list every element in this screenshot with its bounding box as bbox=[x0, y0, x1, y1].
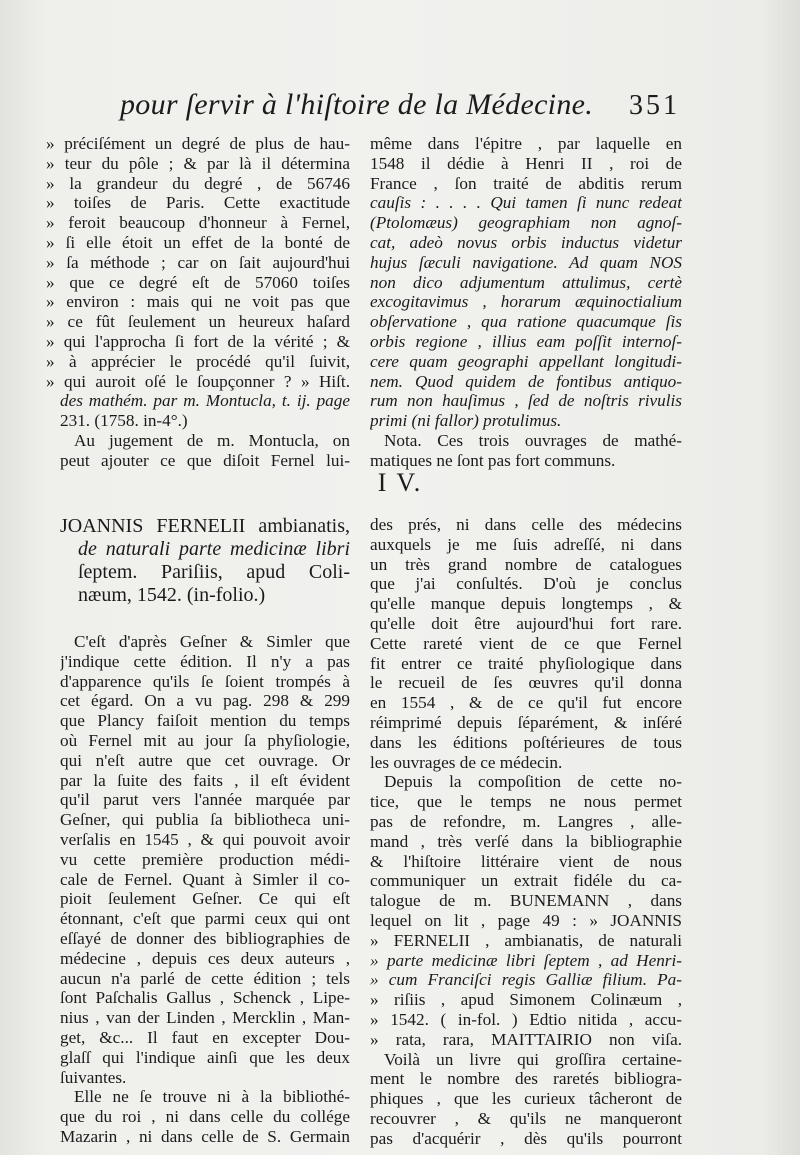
top-right-column bbox=[370, 134, 682, 471]
text-line: rum non hauſimus , ſed de noſtris rivulis bbox=[370, 391, 682, 411]
text-line: » teur du pôle ; & par là il détermina bbox=[46, 153, 350, 173]
text-line: que du roi , ni dans celle du collége bbox=[60, 1107, 350, 1127]
text-line: Cette rareté vient de ce que Fernel bbox=[370, 633, 682, 653]
text-line: » ce fût ſeulement un heureux haſard bbox=[46, 312, 350, 332]
text-line: auxquels je me ſuis adreſſé, ni dans bbox=[370, 534, 682, 554]
top-left-column bbox=[46, 134, 350, 471]
text-line: verſalis en 1545 , & qui pouvoit avoir bbox=[60, 829, 350, 849]
page-header bbox=[120, 88, 680, 128]
text-line: » parte medicinæ libri ſeptem , ad Henri- bbox=[370, 950, 682, 970]
note-line: matiques ne ſont pas fort communs. bbox=[370, 450, 616, 470]
text-line: Voilà un livre qui groſſira certaine- bbox=[384, 1049, 682, 1069]
text-line: primi (ni fallor) protulimus. bbox=[370, 411, 562, 431]
text-line: » environ : mais qui ne voit pas que bbox=[46, 292, 350, 312]
text-line: lequel on lit , page 49 : » JOANNIS bbox=[370, 910, 682, 930]
entry-title-line: ſeptem. Pariſiis, apud Coli- bbox=[78, 561, 350, 583]
text-line: » cum Franciſci regis Galliæ filium. Pa- bbox=[370, 970, 682, 990]
text-line: peut ajouter ce que diſoit Fernel lui- bbox=[60, 450, 350, 470]
text-line: où Fernel mit au jour ſa phyſiologie, bbox=[60, 730, 350, 750]
text-line: Geſner, qui publia ſa bibliotheca uni- bbox=[60, 810, 350, 830]
text-line: vu cette première production médi- bbox=[60, 849, 350, 869]
text-line: & l'hiſtoire littéraire vient de nous bbox=[370, 851, 682, 871]
text-line: qu'elle doit être aujourd'hui fort rare. bbox=[370, 613, 682, 633]
text-line: cet égard. On a vu pag. 298 & 299 bbox=[60, 691, 350, 711]
running-title: pour ſervir à l'hiſtoire de la Médecine. bbox=[120, 88, 594, 121]
text-line: recouvrer , & qu'ils ne manqueront bbox=[370, 1108, 682, 1128]
text-line: que Plancy faiſoit mention du temps bbox=[60, 711, 350, 731]
text-line: talogue de m. BUNEMANN , dans bbox=[370, 891, 682, 911]
text-line: excogitavimus , horarum æquinoctialium bbox=[370, 292, 682, 312]
text-line: glaſſ qui l'indique ainſi que les deux bbox=[60, 1047, 350, 1067]
text-line: » riſiis , apud Simonem Colinæum , bbox=[370, 990, 682, 1010]
text-line: dans les éditions poſtérieures de tous bbox=[370, 732, 682, 752]
text-line: le recueil de ſes œuvres qu'il donna bbox=[370, 673, 682, 693]
text-line: qu'elle manque depuis longtemps , & bbox=[370, 594, 682, 614]
text-line: ſont Paſchalis Gallus , Schenck , Lipe- bbox=[60, 988, 350, 1008]
text-line: » à apprécier le procédé qu'il ſuivit, bbox=[46, 351, 350, 371]
text-line: les ouvrages de ce médecin. bbox=[370, 752, 563, 772]
text-line: (Ptolomæus) geographiam non agnoſ- bbox=[370, 213, 682, 233]
text-line: » toiſes de Paris. Cette exactitude bbox=[46, 193, 350, 213]
text-line: hujus ſæculi navigatione. Ad quam NOS bbox=[370, 252, 682, 272]
text-line: Elle ne ſe trouve ni à la bibliothé- bbox=[74, 1087, 350, 1107]
text-line: un très grand nombre de catalogues bbox=[370, 554, 682, 574]
text-line: » feroit beaucoup d'honneur à Fernel, bbox=[46, 213, 350, 233]
text-line: mand , très verſé dans la bibliographie bbox=[370, 831, 682, 851]
text-line: cauſis : . . . . Qui tamen ſi nunc redeat bbox=[370, 193, 682, 213]
entry-title-line: næum, 1542. (in-folio.) bbox=[78, 584, 266, 606]
text-line: » la grandeur du degré , de 56746 bbox=[46, 173, 350, 193]
text-line: » ſa méthode ; car on ſait aujourd'hui bbox=[46, 252, 350, 272]
text-line: ment le nombre des raretés bibliogra- bbox=[370, 1069, 682, 1089]
page-number: 351 bbox=[629, 90, 680, 121]
text-line: des mathém. par m. Montucla, t. ij. page bbox=[60, 391, 350, 411]
text-line: communiquer un extrait fidéle du ca- bbox=[370, 871, 682, 891]
text-line: d'apparence qu'ils ſe ſoient trompés à bbox=[60, 671, 350, 691]
text-line: pas d'acquérir , dès qu'ils pourront bbox=[370, 1128, 682, 1148]
text-line: aucun n'a parlé de cette édition ; tels bbox=[60, 968, 350, 988]
section-heading: I V. bbox=[377, 468, 423, 497]
text-line: cale de Fernel. Quant à Simler il co- bbox=[60, 869, 350, 889]
bottom-left-column bbox=[60, 632, 350, 1147]
text-line: 1548 il dédie à Henri II , roi de bbox=[370, 153, 682, 173]
text-line: phiques , que les curieux tâcheront de bbox=[370, 1089, 682, 1109]
text-line: nem. Quod quidem de fontibus antiquo- bbox=[370, 371, 682, 391]
text-line: tice, que le temps ne nous permet bbox=[370, 792, 682, 812]
text-line: pioit ſeulement Geſner. Ce qui eſt bbox=[60, 889, 350, 909]
text-line: par la ſuite des faits , il eſt évident bbox=[60, 770, 350, 790]
entry-title bbox=[60, 515, 350, 607]
entry-title-line: de naturali parte medicinæ libri bbox=[78, 538, 350, 560]
text-line: 231. (1758. in-4°.) bbox=[60, 411, 188, 431]
text-line: médecine , depuis ces deux auteurs , bbox=[60, 948, 350, 968]
text-line: nius , van der Linden , Mercklin , Man- bbox=[60, 1008, 350, 1028]
text-line: » rata, rara, MAITTAIRIO non viſa. bbox=[370, 1029, 682, 1049]
text-line: » FERNELII , ambianatis, de naturali bbox=[370, 930, 682, 950]
text-line: j'indique cette édition. Il n'y a pas bbox=[60, 651, 350, 671]
text-line: même dans l'épitre , par laquelle en bbox=[370, 134, 682, 153]
text-line: » préciſément un degré de plus de hau- bbox=[46, 134, 350, 153]
text-line: réimprimé depuis ſéparément, & inſéré bbox=[370, 712, 682, 732]
text-line: » ſi elle étoit un effet de la bonté de bbox=[46, 232, 350, 252]
note-line: Nota. Ces trois ouvrages de mathé- bbox=[384, 430, 682, 450]
text-line: orbis regione , illius eam poſſit internoſ- bbox=[370, 331, 682, 351]
text-line: Mazarin , ni dans celle de S. Germain bbox=[60, 1126, 350, 1146]
text-line: en 1554 , & de ce qu'il fut encore bbox=[370, 693, 682, 713]
text-line: » qui auroit oſé le ſoupçonner ? » Hiſt. bbox=[46, 371, 350, 391]
text-line: pas de refondre, m. Langres , alle- bbox=[370, 811, 682, 831]
text-line: ſuivantes. bbox=[60, 1067, 127, 1087]
text-line: » qui l'approcha ſi fort de la vérité ; & bbox=[46, 331, 350, 351]
text-line: obſervatione , qua ratione quacumque ſis bbox=[370, 312, 682, 332]
text-line: qui n'eſt autre que cet ouvrage. Or bbox=[60, 750, 350, 770]
text-line: get, &c... Il faut en excepter Dou- bbox=[60, 1027, 350, 1047]
text-line: eſſayé de donner des bibliographies de bbox=[60, 928, 350, 948]
text-line: France , ſon traité de abditis rerum bbox=[370, 173, 682, 193]
text-line: Au jugement de m. Montucla, on bbox=[74, 430, 350, 450]
text-line: cere quam geographi appellant longitudi- bbox=[370, 351, 682, 371]
bottom-right-column bbox=[370, 515, 682, 1149]
text-line: fit entrer ce traité phyſiologique dans bbox=[370, 653, 682, 673]
entry-title-line: JOANNIS FERNELII ambianatis, bbox=[60, 515, 350, 537]
text-line: Depuis la compoſition de cette no- bbox=[384, 772, 682, 792]
text-line: des prés, ni dans celle des médecins bbox=[370, 515, 682, 534]
text-line: » 1542. ( in-fol. ) Edtio nitida , accu- bbox=[370, 1009, 682, 1029]
text-line: qu'il parut vers l'année marquée par bbox=[60, 790, 350, 810]
text-line: C'eſt d'après Geſner & Simler que bbox=[74, 632, 350, 651]
text-line: cat, adeò novus orbis inductus videtur bbox=[370, 232, 682, 252]
text-line: non dico adjumentum attulimus, certè bbox=[370, 272, 682, 292]
text-line: étonnant, c'eſt que parmi ceux qui ont bbox=[60, 909, 350, 929]
text-line: que j'ai conſultés. D'où je conclus bbox=[370, 574, 682, 594]
text-line: » que ce degré eſt de 57060 toiſes bbox=[46, 272, 350, 292]
